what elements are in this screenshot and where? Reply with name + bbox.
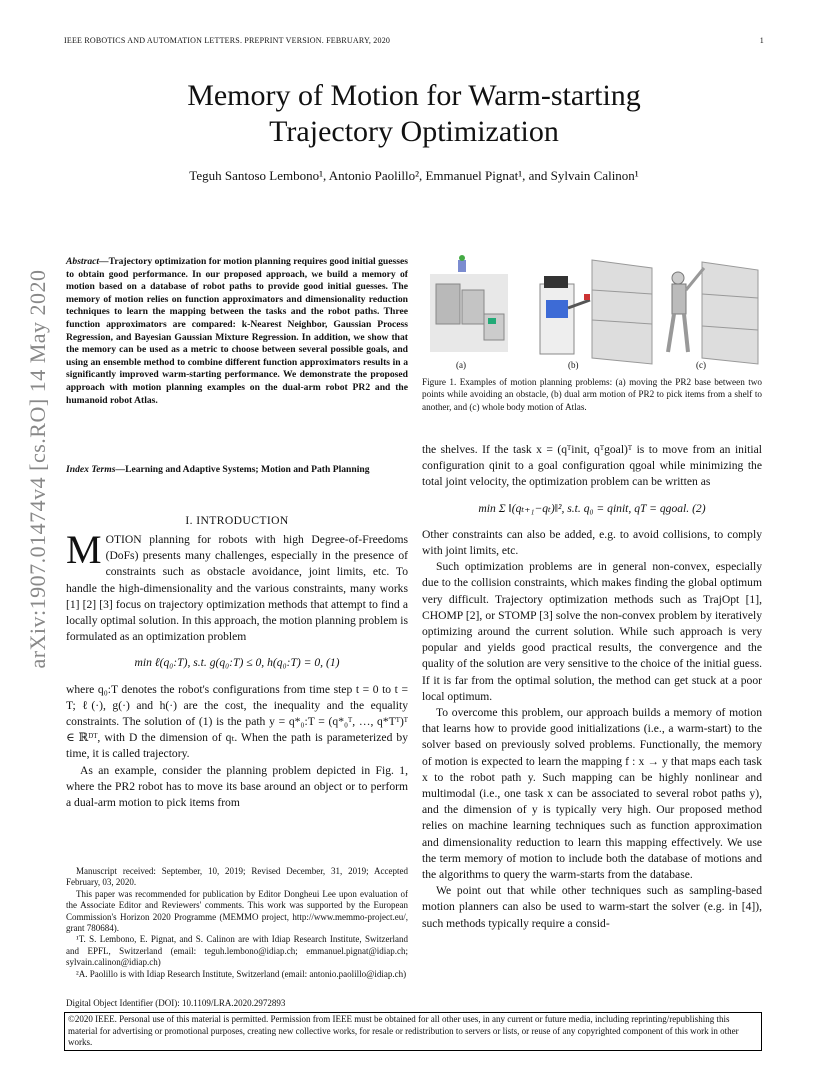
index-text: Learning and Adaptive Systems; Motion and Path Planning — [125, 464, 370, 475]
figure-label-b: (b) — [568, 360, 579, 370]
figure-label-a: (a) — [456, 360, 466, 370]
figure-1-robots — [422, 254, 762, 370]
header-text: IEEE ROBOTICS AND AUTOMATION LETTERS. PREPRINT VERSION. FEBRUARY, 2020 — [64, 36, 391, 45]
footnote-4: ²A. Paolillo is with Idiap Research Institute, Switzerland (email: antonio.paolillo@idiap.ch) — [76, 968, 407, 979]
title-line-1: Memory of Motion for Warm-starting — [187, 79, 641, 112]
doi: Digital Object Identifier (DOI): 10.1109/LRA.2020.2972893 — [66, 998, 286, 1008]
figure-panel-b — [540, 260, 652, 364]
index-label: Index Terms— — [66, 464, 126, 475]
running-header — [64, 36, 764, 45]
intro-paragraph-3: As an example, consider the planning problem depicted in Fig. 1, where the PR2 robot has to move its base around an object or to perform a dual-arm motion to pick items from — [66, 763, 408, 810]
abstract — [66, 256, 408, 407]
equation-1: min ℓ(q₀:T), s.t. g(q₀:T) ≤ 0, h(q₀:T) = 0, (1) — [134, 656, 340, 670]
authors: Teguh Santoso Lembono¹, Antonio Paolillo², Emmanuel Pignat¹, and Sylvain Calinon¹ — [189, 168, 639, 183]
section-heading: I. INTRODUCTION — [185, 514, 289, 527]
figure-label-c: (c) — [696, 360, 706, 370]
drop-cap: M — [66, 527, 102, 572]
footnote-3: ¹T. S. Lembono, E. Pignat, and S. Calinon are with Idiap Research Institute, Switzerland and EPFL, Switzerland (email: teguh.lembono@idiap.ch; emmanuel.pignat@idiap.ch; sylvain.calinon@idiap.ch) — [66, 934, 408, 968]
right-paragraph-1: the shelves. If the task x = (qᵀinit, qᵀgoal)ᵀ is to move from an initial configuration qinit to a goal configuration qgoal while minimizing the total joint velocity, the optimization problem can be written as — [422, 443, 762, 489]
right-paragraph-3: Such optimization problems are in general non-convex, especially due to the collision constraints, which makes finding the global optimum very difficult. Trajectory optimization methods such as TrajOpt [1], CHOMP [2], or STOMP [3] solve the non-convex problem by iteratively optimizing around the current solution. While such approach is very popular and yields good practical results, the convergence and the quality of the solution are very sensitive to the choice of the initial guess. If it is far from the optimal solution, the method can get stuck at a poor local optimum. — [422, 560, 762, 703]
right-paragraph-2: Other constraints can also be added, e.g. to avoid collisions, to comply with joint limits, etc. — [422, 527, 762, 558]
page-number: 1 — [759, 36, 764, 45]
abstract-text: Trajectory optimization for motion planning requires good initial guesses to obtain good performance. In our proposed approach, we build a memory of motion based on a database of robot paths to provide good initial guesses. The memory of motion relies on function approximators and dimensionality reduction techniques to learn the mapping between the tasks and the robot paths. Three function approximators are compared: k-Nearest Neighbor, Gaussian Process Regression, and Bayesian Gaussian Mixture Regression. In addition, we show that the memory can be used as a metric to choose between several possible goals, and using an ensemble method to combine different function approximators results in a significantly improved warm-starting performance. We demonstrate the proposed approach with motion planning examples on the dual-arm robot PR2 and the humanoid robot Atlas. — [66, 256, 408, 406]
arxiv-watermark: arXiv:1907.01474v4 [cs.RO] 14 May 2020 — [25, 269, 50, 669]
footnote-1: Manuscript received: September, 10, 2019; Revised December, 31, 2019; Accepted February, 03, 2020. — [66, 866, 408, 888]
figure-caption: Figure 1. Examples of motion planning problems: (a) moving the PR2 base between two points while avoiding an obstacle, (b) dual arm motion of PR2 to pick items from a shelf to another, and (c) whole body motion of Atlas. — [422, 377, 762, 412]
right-paragraph-5: We point out that while other techniques such as sampling-based motion planners can also be used to warm-start the solver (e.g. in [4]), such methods typically require a consid- — [422, 884, 762, 930]
footnotes — [66, 866, 408, 980]
footnote-2: This paper was recommended for publication by Editor Dongheui Lee upon evaluation of the Associate Editor and Reviewers' comments. This work was supported by the European Commission's Horizon 2020 Programme (MEMMO project, http://www.memmo-project.eu/, grant 780684). — [66, 888, 408, 934]
index-terms — [66, 464, 408, 477]
equation-2: min Σ ‖(qₜ₊₁−qₜ)‖², s.t. q₀ = qinit, qT = qgoal. (2) — [478, 501, 706, 515]
intro-paragraph-1: OTION planning for robots with high Degree-of-Freedoms (DoFs) presents many challenges, especially in the presence of constraints such as obstacle avoidance, joint limits, etc. To handle the high-dimensionality and the various constraints, many works [1] [2] [3] focus on trajectory optimization methods that attempt to find a locally optimal solution. In this approach, the motion planning problem is formulated as an optimization problem — [66, 533, 408, 644]
figure-panel-c — [668, 262, 758, 364]
right-paragraph-4: To overcome this problem, our approach builds a memory of motion that learns how to provide good initializations (i.e., a warm-start) to the solver based on previously solved problems. Functionally, the memory of motion is expected to learn the mapping f : x → y that maps each task x to the robot path y. Such mapping can be highly nonlinear and multimodal (i.e., one task x can be associated to several robot paths y), and the dimension of y is typically very high. Our proposed method relies on machine learning techniques such as function approximation and dimensionality reduction to learn this mapping effectively. We use the term memory of motion to include both the database of motions and the algorithms to query the warm-starts from the database. — [422, 706, 762, 882]
title-line-2: Trajectory Optimization — [269, 115, 559, 148]
abstract-label: Abstract— — [66, 256, 109, 267]
intro-paragraph-2: where q₀:T denotes the robot's configurations from time step t = 0 to t = T; ℓ(·), g(·) and h(·) are the cost, the inequality and the equality constraints. The solution of (1) is the path y = q*₀:T = (q*₀ᵀ, …, q*Tᵀ)ᵀ ∈ ℝᴰᵀ, with D the dimension of qₜ. When the path is parameterized by time, it is called trajectory. — [66, 682, 408, 761]
intro-body — [66, 527, 408, 811]
copyright-notice: ©2020 IEEE. Personal use of this material is permitted. Permission from IEEE must be obtained for all other uses, in any current or future media, including reprinting/republishing this material for advertising or promotional purposes, creating new collective works, for resale or redistribution to servers or lists, or reuse of any copyrighted component of this work in other works. — [64, 1012, 762, 1051]
right-column-body — [422, 442, 762, 932]
figure-panel-a — [430, 255, 508, 352]
paper-title — [0, 78, 828, 150]
